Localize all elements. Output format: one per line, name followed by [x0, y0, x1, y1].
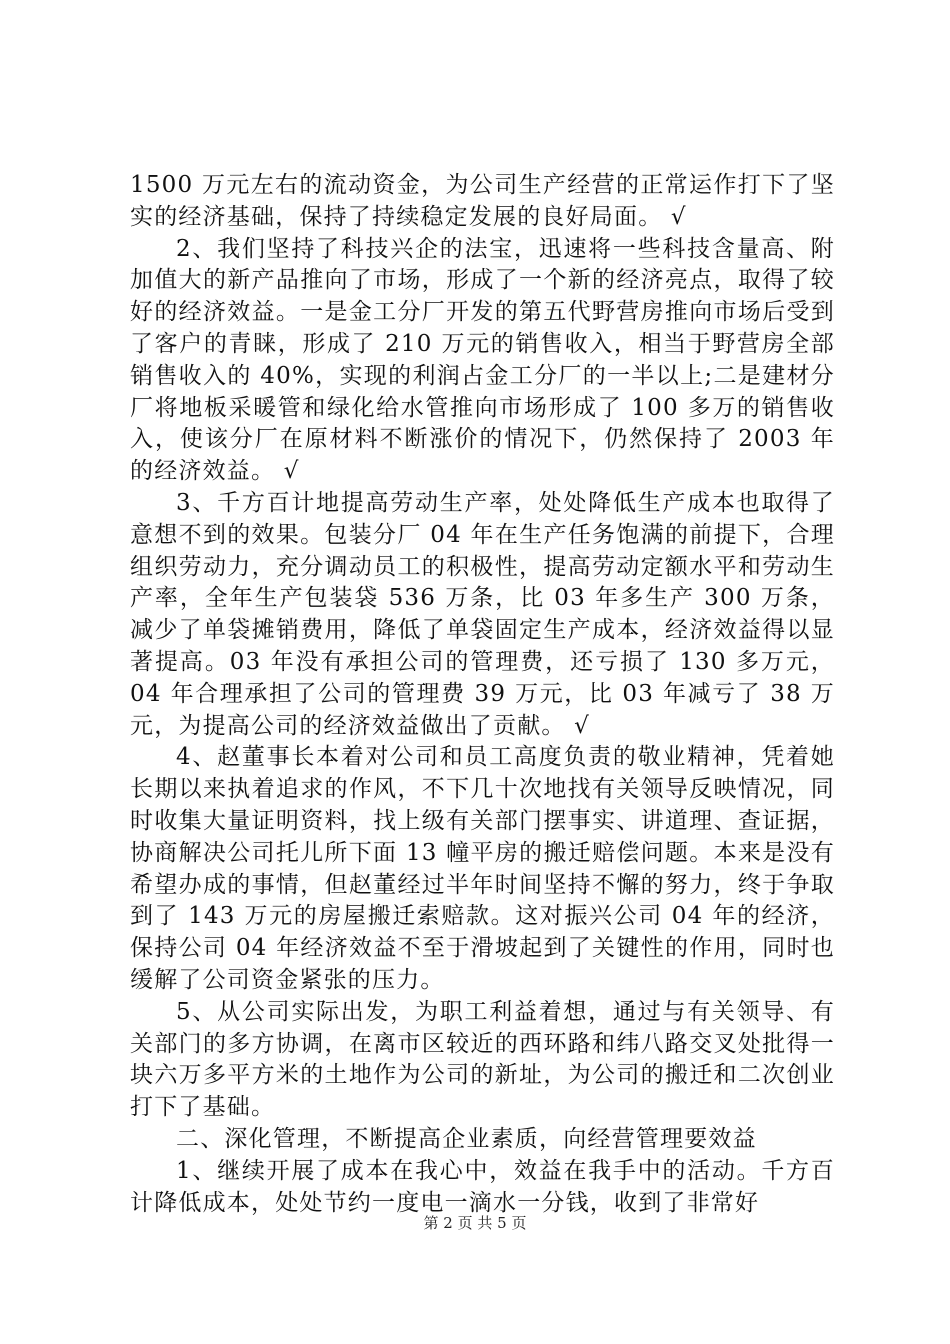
paragraph-3: 3、千方百计地提高劳动生产率，处处降低生产成本也取得了意想不到的效果。包装分厂 04 年在生产任务饱满的前提下，合理组织劳动力，充分调动员工的积极性，提高劳动定额水平和劳动生产率，全年生产包装袋 536 万条，比 03 年多生产 300 万条，减少了单袋摊销费用，降低了单袋固定生产成本，经济效益得以显著提高。03 年没有承担公司的管理费，还亏损了 130 多万元，04 年合理承担了公司的管理费 39 万元，比 03 年减亏了 38 万元，为提高公司的经济效益做出了贡献。 √ [130, 489, 835, 739]
paragraph-5: 5、从公司实际出发，为职工利益着想，通过与有关领导、有关部门的多方协调，在离市区较近的西环路和纬八路交叉处批得一块六万多平方米的土地作为公司的新址，为公司的搬迁和二次创业打下了基础。 [130, 998, 835, 1121]
paragraph-4: 4、赵董事长本着对公司和员工高度负责的敬业精神，凭着她长期以来执着追求的作风，不下几十次地找有关领导反映情况，同时收集大量证明资料，找上级有关部门摆事实、讲道理、查证据，协商解决公司托儿所下面 13 幢平房的搬迁赔偿问题。本来是没有希望办成的事情，但赵董经过半年时间坚持不懈的努力，终于争取到了 143 万元的房屋搬迁索赔款。这对振兴公司 04 年的经济，保持公司 04 年经济效益不至于滑坡起到了关键性的作用，同时也缓解了公司资金紧张的压力。 [130, 744, 835, 993]
paragraph-2: 2、我们坚持了科技兴企的法宝，迅速将一些科技含量高、附加值大的新产品推向了市场，形成了一个新的经济亮点，取得了较好的经济效益。一是金工分厂开发的第五代野营房推向市场后受到了客户的青睐，形成了 210 万元的销售收入，相当于野营房全部销售收入的 40%，实现的利润占金工分厂的一半以上;二是建材分厂将地板采暖管和绿化给水管推向市场形成了 100 多万的销售收入，使该分厂在原材料不断涨价的情况下，仍然保持了 2003 年的经济效益。 √ [130, 235, 835, 485]
section-heading: 二、深化管理，不断提高企业素质，向经营管理要效益 [176, 1125, 757, 1152]
document-body [130, 170, 835, 1219]
paragraph-1: 1500 万元左右的流动资金，为公司生产经营的正常运作打下了坚实的经济基础，保持了持续稳定发展的良好局面。 √ [130, 172, 835, 230]
page-footer: 第 2 页 共 5 页 [423, 1214, 527, 1232]
paragraph-6: 1、继续开展了成本在我心中，效益在我手中的活动。千方百计降低成本，处处节约一度电一滴水一分钱，收到了非常好 [130, 1157, 835, 1216]
